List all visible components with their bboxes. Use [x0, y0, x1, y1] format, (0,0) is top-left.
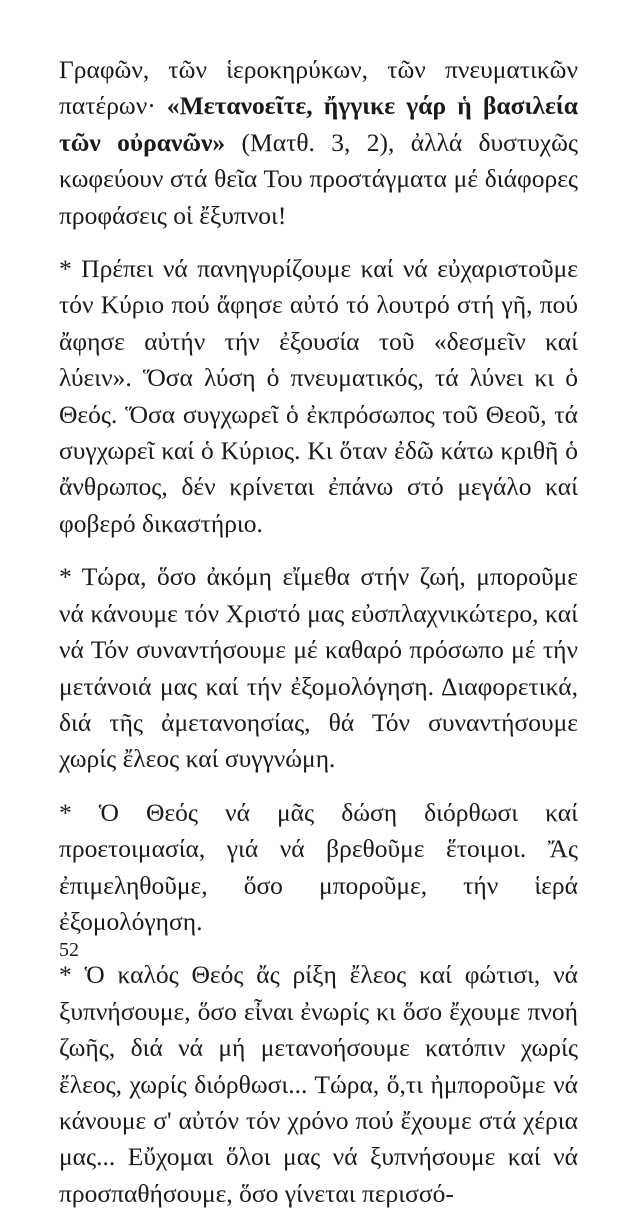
paragraph-1-scripture-quote: «Μετανοεῖτε, ἤγγικε γάρ ἡ βασιλεία τῶν οὐρανῶν»	[59, 91, 578, 157]
paragraph-2	[59, 251, 578, 542]
paragraph-4-text: * Ὁ Θεός νά μᾶς δώση διόρθωσι καί προετοιμασία, γιά νά βρεθοῦμε ἕτοιμοι. Ἄς ἐπιμεληθοῦμε, ὅσο μποροῦμε, τήν ἱερά ἐξομολόγηση.	[59, 797, 578, 936]
paragraph-5-text: * Ὁ καλός Θεός ἄς ρίξη ἔλεος καί φώτισι, νά ξυπνήσουμε, ὅσο εἶναι ἐνωρίς κι ὅσο ἔχουμε πνοή ζωῆς, διά νά μή μετανοήσουμε κατόπιν χωρίς ἔλεος, χωρίς διόρθωσι... Τώρα, ὅ,τι ἠμποροῦμε νά κάνουμε σ' αὐτόν τόν χρόνο πού ἔχουμε στά χέρια μας... Εὔχομαι ὅλοι μας νά ξυπνήσουμε καί νά προσπαθήσουμε, ὅσο γίνεται περισσό-	[59, 960, 578, 1208]
paragraph-1	[59, 52, 578, 234]
paragraph-4	[59, 795, 578, 941]
page-number: 52	[59, 939, 79, 961]
page-body	[59, 52, 578, 1212]
paragraph-3	[59, 559, 578, 777]
paragraph-1-text-a: Γραφῶν, τῶν ἱεροκηρύκων, τῶν πνευματικῶν πατέρων·	[59, 55, 578, 121]
paragraph-2-text: * Πρέπει νά πανηγυρίζουμε καί νά εὐχαριστοῦμε τόν Κύριο πού ἄφησε αὐτό τό λουτρό στή γῆ, πού ἄφησε αὐτήν τήν ἐξουσία τοῦ «δεσμεῖν καί λύειν». Ὅσα λύση ὁ πνευματικός, τά λύνει κι ὁ Θεός. Ὅσα συγχωρεῖ ὁ ἐκπρόσωπος τοῦ Θεοῦ, τά συγχωρεῖ καί ὁ Κύριος. Κι ὅταν ἐδῶ κάτω κριθῆ ὁ ἄνθρωπος, δέν κρίνεται ἐπάνω στό μεγάλο καί φοβερό δικαστήριο.	[59, 254, 578, 538]
paragraph-1-text-b: (Ματθ. 3, 2), ἀλλά δυστυχῶς κωφεύουν στά θεῖα Του προστάγματα μέ διάφορες προφάσεις οἱ ἔξυπνοι!	[59, 127, 578, 230]
paragraph-5	[59, 957, 578, 1212]
paragraph-3-text: * Τώρα, ὅσο ἀκόμη εἴμεθα στήν ζωή, μποροῦμε νά κάνουμε τόν Χριστό μας εὐσπλαχνικώτερο, καί νά Τόν συναντήσουμε μέ καθαρό πρόσωπο μέ τήν μετάνοιά μας καί τήν ἐξομολόγηση. Διαφορετικά, διά τῆς ἀμετανοησίας, θά Τόν συναντήσουμε χωρίς ἔλεος καί συγγνώμη.	[59, 562, 578, 774]
